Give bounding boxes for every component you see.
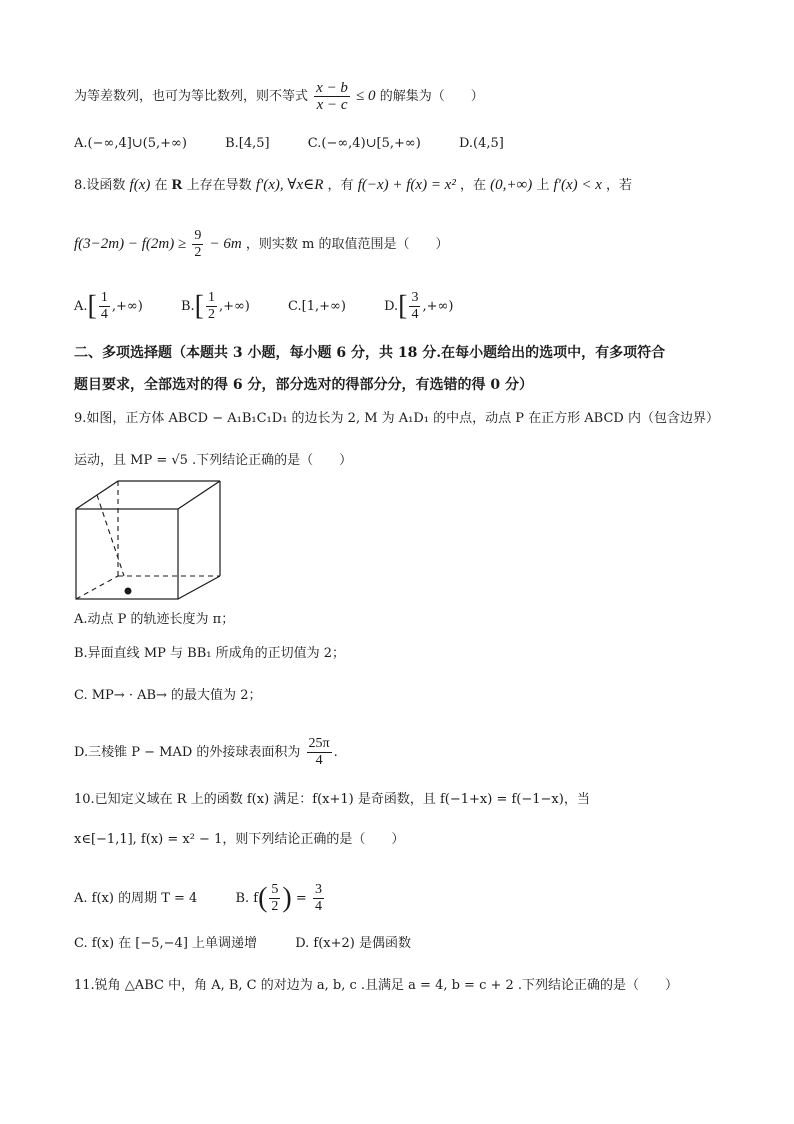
- q10-opt-b-in-num: 5: [271, 882, 279, 897]
- q9-stem-line1: 9.如图，正方体 ABCD − A₁B₁C₁D₁ 的边长为 2, M 为 A₁D₁ 的中点，动点 P 在正方形 ABCD 内（包含边界）: [74, 411, 719, 426]
- q10-opt-b-den: 4: [314, 899, 322, 914]
- q8-text-g: ，若: [606, 178, 633, 193]
- q8-option-b: B.[ $\frac{1}{2}$ ,+∞): [180, 290, 250, 322]
- q10-option-a: A. f(x) 的周期 T = 4: [74, 891, 198, 906]
- cube-edge-top-right: [178, 481, 220, 509]
- q7-prefix: 为等差数列，也可为等比数列，则不等式: [74, 89, 309, 104]
- q8-opt-b-tail: ,+∞): [218, 299, 250, 314]
- q8-stem-line1: [74, 175, 632, 196]
- cube-front-face: [76, 509, 178, 599]
- q8-opt-d-tail: ,+∞): [422, 299, 454, 314]
- q10-stem-line2: x∈[−1,1], f(x) = x² − 1，则下列结论正确的是（ ）: [74, 832, 405, 847]
- cube-figure: [72, 476, 227, 604]
- q9-option-a: A.动点 P 的轨迹长度为 π；: [74, 612, 235, 627]
- q8-math-1: f(x): [129, 177, 151, 193]
- q8-opt-a-den: 4: [100, 307, 108, 322]
- q8-option-c: C.[1,+∞): [288, 299, 346, 314]
- q8-fraction: [192, 228, 203, 261]
- q10-option-b: B. f( $\frac{5}{2}$ ) = $\frac{3}{4}$: [235, 882, 322, 914]
- q9-option-d: [74, 736, 338, 769]
- q8-options: [74, 290, 487, 323]
- q8-math-6: f′(x) < x: [553, 177, 602, 193]
- q7-frac-num: x − b: [316, 80, 348, 96]
- q9-stem-line2: 运动，且 MP = √5 .下列结论正确的是（ ）: [74, 453, 353, 468]
- point-p-marker: [125, 588, 132, 595]
- q10-opt-b-eq: =: [295, 891, 307, 906]
- cube-edge-bottom-right: [178, 576, 220, 599]
- q8-math-2: R: [171, 177, 183, 193]
- q8-opt-a-num: 1: [100, 290, 108, 305]
- q7-option-d: D.(4,5]: [458, 136, 504, 151]
- q8-opt-a-tail: ,+∞): [111, 299, 143, 314]
- q8-text-c: 上存在导数: [186, 178, 252, 193]
- q7-options: [74, 134, 538, 154]
- q8-opt-a-label: A.: [74, 299, 88, 314]
- q8-option-d: D.[ $\frac{3}{4}$ ,+∞): [384, 290, 454, 322]
- q8-math-5: (0,+∞): [490, 177, 533, 193]
- q8-opt-b-label: B.: [180, 299, 195, 314]
- q9-opt-d-text: D.三棱锥 P − MAD 的外接球表面积为: [74, 745, 301, 760]
- q7-stem: [74, 80, 484, 113]
- q9-option-b: B.异面直线 MP 与 BB₁ 所成角的正切值为 2；: [74, 646, 345, 661]
- q10-opt-b-in-den: 2: [271, 899, 279, 914]
- q8-frac-num: 9: [194, 228, 202, 243]
- q8-line2-math-1: f(3−2m) − f(2m) ≥: [74, 236, 187, 252]
- q8-text-f: 上: [536, 178, 550, 193]
- q7-option-c: C.(−∞,4)∪[5,+∞): [307, 136, 421, 151]
- q7-option-b: B.[4,5]: [225, 136, 270, 151]
- q9-opt-d-fraction: [307, 736, 332, 769]
- q9-opt-d-end: .: [333, 745, 338, 760]
- q7-fraction: [314, 80, 350, 113]
- q8-math-3: f′(x), ∀x∈R: [255, 177, 324, 193]
- q10-option-d: D. f(x+2) 是偶函数: [295, 936, 411, 951]
- q8-option-a: A.[ $\frac{1}{4}$ ,+∞): [74, 290, 143, 322]
- q7-suffix: 的解集为（ ）: [379, 89, 484, 104]
- q10-options-row2: [74, 934, 445, 954]
- q10-opt-b-text: B. f: [235, 891, 259, 906]
- q8-line2-math-2: − 6m: [209, 236, 242, 252]
- q8-text-b: 在: [154, 178, 168, 193]
- q9-opt-d-num: 25π: [308, 736, 330, 751]
- q8-text-a: 8.设函数: [74, 178, 126, 193]
- q8-math-4: f(−x) + f(x) = x²: [357, 177, 456, 193]
- q7-option-a: A.(−∞,4]∪(5,+∞): [74, 136, 187, 151]
- q10-option-c: C. f(x) 在 [−5,−4] 上单调递增: [74, 936, 258, 951]
- q11-stem-line1: 11.锐角 △ABC 中，角 A, B, C 的对边为 a, b, c .且满足 a = 4, b = c + 2 .下列结论正确的是（ ）: [74, 978, 679, 993]
- q8-text-e: ，在: [459, 178, 486, 193]
- q8-opt-b-num: 1: [207, 290, 215, 305]
- q8-line2-text: ，则实数 m 的取值范围是（ ）: [245, 237, 449, 252]
- q10-opt-b-num: 3: [314, 882, 322, 897]
- segment-mp: [97, 495, 124, 576]
- q7-frac-den: x − c: [316, 97, 348, 113]
- q7-ineq: ≤ 0: [356, 88, 376, 104]
- q10-options-row1: [74, 882, 360, 915]
- q9-opt-d-den: 4: [315, 753, 323, 768]
- section-heading-line2: 题目要求，全部选对的得 6 分，部分选对的得部分分，有选错的得 0 分）: [74, 377, 533, 393]
- q9-option-c: C. MP→ · AB→ 的最大值为 2；: [74, 688, 262, 703]
- section-heading-line1: 二、多项选择题（本题共 3 小题，每小题 6 分，共 18 分.在每小题给出的选项中，有多项符合: [74, 345, 666, 361]
- q8-opt-d-num: 3: [411, 290, 419, 305]
- q8-opt-b-den: 2: [207, 307, 215, 322]
- q8-opt-d-label: D.: [384, 299, 399, 314]
- cube-hidden-edge-left: [76, 576, 118, 599]
- q10-stem-line1: 10.已知定义域在 R 上的函数 f(x) 满足：f(x+1) 是奇函数，且 f(−1+x) = f(−1−x)，当: [74, 792, 590, 807]
- q8-frac-den: 2: [194, 245, 202, 260]
- q8-opt-d-den: 4: [411, 307, 419, 322]
- q8-stem-line2: [74, 228, 448, 261]
- q8-text-d: ，有: [327, 178, 354, 193]
